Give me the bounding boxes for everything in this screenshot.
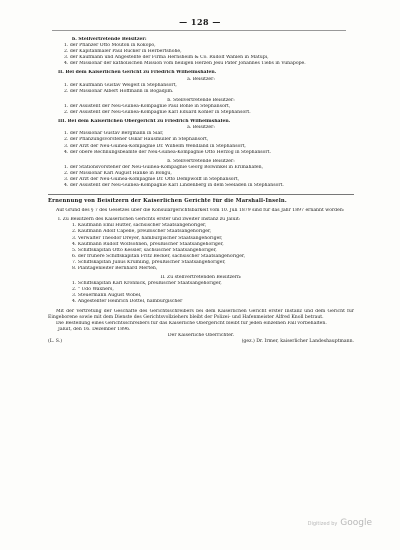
- list-item: 1. Schiffskapitän Karl Kronnick, preußischer Staatsangehöriger,: [72, 281, 222, 287]
- watermark-logo-text: Google: [340, 518, 372, 528]
- list-item: 1. der Stationsvorsteher der Neu-Guinea-Kompagnie Georg Bolwinkel in Erimahafen,: [64, 164, 264, 170]
- list-item: a. Beisitzer:: [187, 76, 215, 82]
- list-item: 2. der Missionar Albert Hoffmann in Bogadjim.: [64, 88, 174, 94]
- watermark-prefix: Digitized by: [307, 521, 338, 527]
- list-item: 2. der Missionar Karl August Hanke in Bongu,: [64, 170, 172, 176]
- list-item: 4. Kaufmann Rudolf Wolfsohnen, preußischer Staatsangehöriger,: [72, 241, 224, 247]
- list-item: 2. der Kapitänmaler Paul Rücker in Herbertshöhe,: [64, 49, 182, 55]
- page-number: — 128 —: [179, 17, 221, 27]
- list-b-title: II. Zu stellvertretenden Beisitzern:: [160, 275, 242, 281]
- list-item: 7. Schiffskapitän Julius Krümling, preußischer Staatsangehöriger,: [72, 259, 226, 265]
- list-item: 2. der Assistent der Neu-Guinea-Kompagnie Karl Eduard Köhler in Stephansort.: [64, 110, 251, 116]
- list-item: 2. " Udo Waxners,: [72, 287, 114, 293]
- list-item: 1. der Pflanzer Otto Mouton in Kokopo,: [64, 43, 156, 49]
- section-divider: [48, 194, 354, 195]
- list-item: 3. der Arzt der Neu-Guinea-Kompagnie Dr. Wilhelm Wendland in Stephansort,: [64, 143, 246, 149]
- section-heading: b. Stellvertretende Beisitzer:: [72, 37, 147, 42]
- list-a-title: I. Zu Beisitzern des Kaiserlichen Gerichts erster und zweiter Instanz zu Jaluit:: [58, 217, 241, 223]
- header-rule: [52, 30, 346, 31]
- court-appointments-list: [48, 37, 354, 189]
- list-item: 2. der Pflanzungsvorsteher Oskar Hausmüller in Stephansort,: [64, 137, 209, 143]
- signature-row: [48, 339, 354, 345]
- closing-paragraph: Mit der Vertretung der Geschäfte des Gerichtsschreibers bei dem Kaiserlichen Gericht erster Instanz und dem Gericht für Eingeborene sowie mit dem Dienste des Gerichtsvollziehers bleibt der Polizei- und Hafenmeister Alfred Knoll betraut.: [48, 308, 354, 320]
- list-item: 3. der Kaufmann und Angestellte der Firma Hernsheim & Co. Rudolf Wahlen in Matupi,: [64, 55, 269, 61]
- list-item: 2. Kaufmann Adolf Capelle, preußischer Staatsangehöriger,: [72, 229, 212, 235]
- list-item: 6. der frühere Schiffskapitän Fritz Becker, sächsischer Staatsangehöriger,: [72, 253, 246, 259]
- seal-mark: (L. S.): [48, 339, 62, 345]
- list-item: 4. Angestellter Heinrich Döttel, hamburgischer: [72, 299, 183, 305]
- list-item: b. Stellvertretende Beisitzer:: [167, 97, 235, 103]
- list-item: 4. der Assistent der Neu-Guinea-Kompagnie Karl Lindenberg in dem Seeladen in Stephansort.: [64, 183, 284, 189]
- section-heading: III. Bei dem Kaiserlichen Obergericht zu Friedrich Wilhelmshafen.: [58, 119, 231, 125]
- list-item: 4. der obere Rechnungsbeamte der Neu-Guinea-Kompagnie Otto Herzog in Stephansort.: [64, 149, 271, 155]
- list-item: 8. Plantagenleiter Bernhard Merten,: [72, 266, 158, 271]
- page-body: [48, 37, 354, 345]
- signatory: (gez.) Dr. Irmer, kaiserlicher Landeshauptmann.: [241, 339, 354, 345]
- list-item: 4. der Missionar der katholischen Mission vom heiligen Herzen Jesu Pater Johannes Tiebs in Vunapope.: [64, 61, 306, 67]
- list-item: 3. der Arzt der Neu-Guinea-Kompagnie Dr. Otto Dempwolff in Stephansort,: [64, 176, 240, 182]
- list-item: a. Beisitzer:: [187, 125, 215, 131]
- list-item: 1. der Assistent der Neu-Guinea-Kompagnie Paul Böhle in Stephansort,: [64, 103, 231, 109]
- office-title: Der Kaiserliche Oberrichter.: [167, 332, 235, 338]
- place-date: Jaluit, den 16. Dezember 1896.: [58, 326, 131, 332]
- list-item: 1. der Missionar Gustav Bergmann in Siar,: [64, 131, 164, 137]
- list-item: 1. der Kaufmann Gustav Weigelt in Stephansort,: [64, 82, 177, 88]
- list-item: 3. Verwalter Theodor Dreyer, hamburgischer Staatsangehöriger,: [72, 235, 223, 241]
- list-item: 1. Kaufmann Emil Hütter, sächsischer Staatsangehöriger,: [72, 223, 207, 229]
- list-item: 3. Steuermann August Wöbel,: [72, 293, 142, 299]
- closing-paragraph-2: Die Bestellung eines Gerichtsschreibers für das Kaiserliche Obergericht bleibt für jeden einzelnen Fall vorbehalten.: [56, 320, 327, 326]
- list-item: b. Stellvertretende Beisitzer:: [167, 158, 235, 164]
- section-heading: II. Bei dem Kaiserlichen Gericht zu Friedrich Wilhelmshafen.: [58, 70, 217, 76]
- google-watermark: [308, 518, 372, 528]
- list-b: [48, 281, 354, 305]
- list-a: [48, 223, 354, 272]
- intro-paragraph: Auf Grund des § 7 des Gesetzes über die Konsulargerichtsbarkeit vom 10. Juli 1879 sind für das Jahr 1897 ernannt worden:: [56, 208, 345, 214]
- list-item: 5. Schiffskapitän Otto Kessler, sächsischer Staatsangehöriger,: [72, 247, 217, 253]
- marshall-heading: Ernennung von Beisitzern der Kaiserlichen Gerichte für die Marshall-Inseln.: [48, 198, 287, 205]
